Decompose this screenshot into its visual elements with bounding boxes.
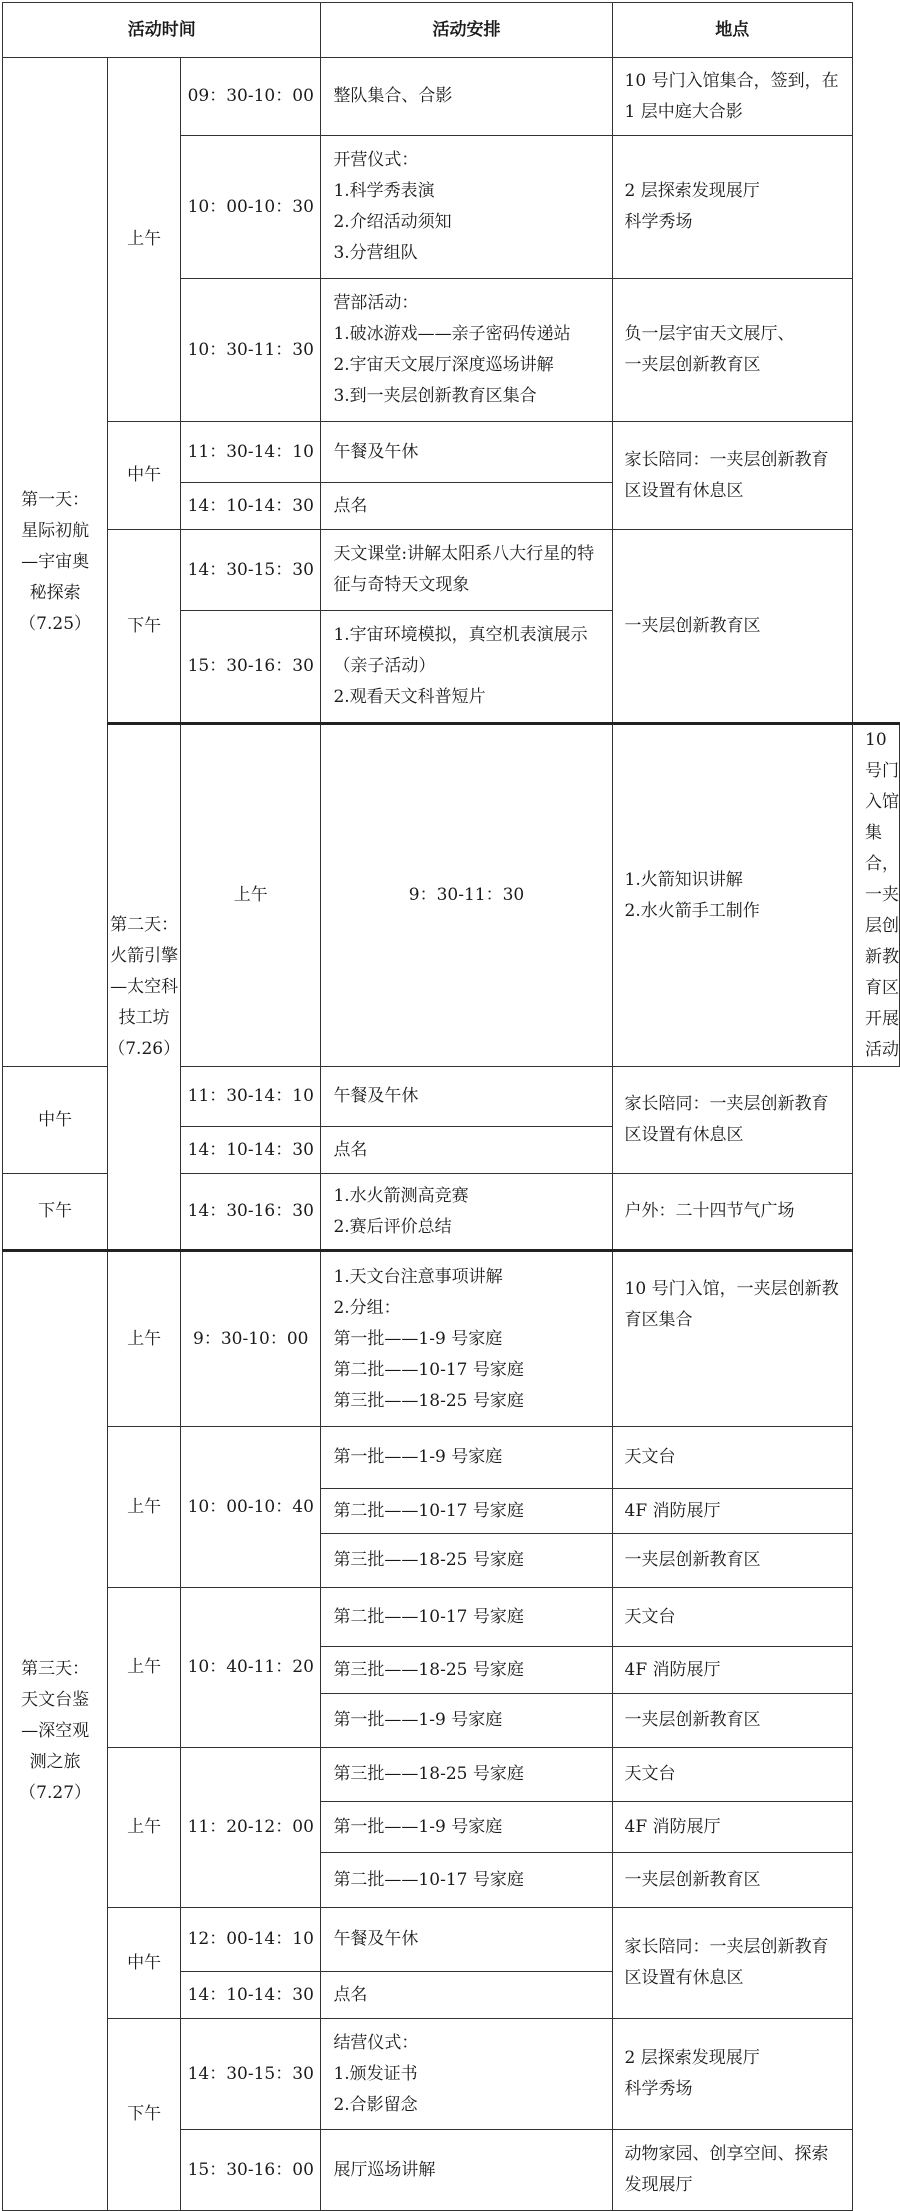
location-cell: 一夹层创新教育区: [612, 530, 852, 724]
time-cell: 10：00-10：30: [181, 136, 321, 279]
activity-cell: 点名: [321, 483, 612, 530]
header-location: 地点: [612, 3, 852, 58]
table-row: [3, 1427, 900, 1489]
location-cell: 4F 消防展厅: [612, 1647, 852, 1694]
activity-cell: 午餐及午休: [321, 1067, 612, 1127]
activity-cell: 午餐及午休: [321, 422, 612, 483]
time-cell: 11：30-14：10: [181, 1067, 321, 1127]
period-cell: 上午: [108, 1588, 181, 1748]
location-cell: 4F 消防展厅: [612, 1802, 852, 1853]
day-cell: 第一天： 星际初航 —宇宙奥 秘探索 （7.25）: [3, 58, 108, 1067]
table-row: [3, 1908, 900, 1972]
table-row: [3, 2019, 900, 2130]
activity-cell: 第二批——10-17 号家庭: [321, 1489, 612, 1534]
location-cell: 一夹层创新教育区: [612, 1534, 852, 1588]
activity-cell: 1.天文台注意事项讲解 2.分组： 第一批——1-9 号家庭 第二批——10-17 号家庭 第三批——18-25 号家庭: [321, 1251, 612, 1427]
day-cell: 第二天： 火箭引擎 —太空科 技工坊 （7.26）: [108, 724, 181, 1251]
time-cell: 10：40-11：20: [181, 1588, 321, 1748]
period-cell: 下午: [108, 2019, 181, 2211]
schedule-table: [2, 2, 900, 2211]
location-cell: 天文台: [612, 1588, 852, 1647]
location-cell: 10 号门入馆集合， 一夹层创新教育区开展活动: [853, 724, 900, 1067]
activity-cell: 第二批——10-17 号家庭: [321, 1853, 612, 1908]
table-row: [3, 58, 900, 136]
activity-cell: 第三批——18-25 号家庭: [321, 1534, 612, 1588]
table-row: [3, 724, 900, 1067]
time-cell: 14：10-14：30: [181, 1972, 321, 2019]
time-cell: 09：30-10：00: [181, 58, 321, 136]
location-cell: 户外：二十四节气广场: [612, 1174, 852, 1251]
time-cell: 11：20-12：00: [181, 1748, 321, 1908]
period-cell: 中午: [3, 1067, 108, 1174]
period-cell: 中午: [108, 422, 181, 530]
period-cell: 上午: [108, 58, 181, 422]
activity-cell: 午餐及午休: [321, 1908, 612, 1972]
location-cell: 家长陪同：一夹层创新教育 区设置有休息区: [612, 1067, 852, 1174]
activity-cell: 开营仪式： 1.科学秀表演 2.介绍活动须知 3.分营组队: [321, 136, 612, 279]
location-cell: 动物家园、创享空间、探索 发现展厅: [612, 2130, 852, 2211]
activity-cell: 1.宇宙环境模拟，真空机表演展示 （亲子活动） 2.观看天文科普短片: [321, 611, 612, 724]
period-cell: 上午: [108, 1427, 181, 1588]
activity-cell: 第一批——1-9 号家庭: [321, 1694, 612, 1748]
period-cell: 中午: [108, 1908, 181, 2019]
location-cell: 一夹层创新教育区: [612, 1694, 852, 1748]
period-cell: 下午: [108, 530, 181, 724]
activity-cell: 整队集合、合影: [321, 58, 612, 136]
activity-cell: 第一批——1-9 号家庭: [321, 1802, 612, 1853]
activity-cell: 第二批——10-17 号家庭: [321, 1588, 612, 1647]
activity-cell: 营部活动： 1.破冰游戏——亲子密码传递站 2.宇宙天文展厅深度巡场讲解 3.到一夹层创新教育区集合: [321, 279, 612, 422]
location-cell: 10 号门入馆，一夹层创新教 育区集合: [612, 1251, 852, 1427]
time-cell: 14：30-15：30: [181, 530, 321, 611]
time-cell: 9：30-10：00: [181, 1251, 321, 1427]
location-cell: 家长陪同：一夹层创新教育 区设置有休息区: [612, 1908, 852, 2019]
period-cell: 上午: [108, 1251, 181, 1427]
header-row: [3, 3, 900, 58]
period-cell: 上午: [108, 1748, 181, 1908]
location-cell: 2 层探索发现展厅 科学秀场: [612, 2019, 852, 2130]
time-cell: 12：00-14：10: [181, 1908, 321, 1972]
time-cell: 14：30-16：30: [181, 1174, 321, 1251]
location-cell: 10 号门入馆集合，签到，在 1 层中庭大合影: [612, 58, 852, 136]
activity-cell: 第三批——18-25 号家庭: [321, 1748, 612, 1802]
time-cell: 14：10-14：30: [181, 1127, 321, 1174]
location-cell: 天文台: [612, 1748, 852, 1802]
location-cell: 天文台: [612, 1427, 852, 1489]
activity-cell: 第三批——18-25 号家庭: [321, 1647, 612, 1694]
location-cell: 一夹层创新教育区: [612, 1853, 852, 1908]
location-cell: 2 层探索发现展厅 科学秀场: [612, 136, 852, 279]
activity-cell: 结营仪式： 1.颁发证书 2.合影留念: [321, 2019, 612, 2130]
time-cell: 10：30-11：30: [181, 279, 321, 422]
time-cell: 9：30-11：30: [321, 724, 612, 1067]
period-cell: 下午: [3, 1174, 108, 1251]
activity-cell: 天文课堂:讲解太阳系八大行星的特 征与奇特天文现象: [321, 530, 612, 611]
time-cell: 11：30-14：10: [181, 422, 321, 483]
activity-cell: 点名: [321, 1972, 612, 2019]
table-row: [3, 1588, 900, 1647]
table-row: [3, 1748, 900, 1802]
location-cell: 负一层宇宙天文展厅、 一夹层创新教育区: [612, 279, 852, 422]
time-cell: 10：00-10：40: [181, 1427, 321, 1588]
location-cell: 家长陪同：一夹层创新教育 区设置有休息区: [612, 422, 852, 530]
day-cell: 第三天： 天文台鉴 —深空观 测之旅 （7.27）: [3, 1251, 108, 2211]
time-cell: 15：30-16：00: [181, 2130, 321, 2211]
time-cell: 14：10-14：30: [181, 483, 321, 530]
activity-cell: 点名: [321, 1127, 612, 1174]
location-cell: 4F 消防展厅: [612, 1489, 852, 1534]
time-cell: 14：30-15：30: [181, 2019, 321, 2130]
table-row: [3, 530, 900, 611]
header-time: 活动时间: [3, 3, 321, 58]
activity-cell: 第一批——1-9 号家庭: [321, 1427, 612, 1489]
header-activity: 活动安排: [321, 3, 612, 58]
time-cell: 15：30-16：30: [181, 611, 321, 724]
activity-cell: 1.水火箭测高竞赛 2.赛后评价总结: [321, 1174, 612, 1251]
activity-cell: 展厅巡场讲解: [321, 2130, 612, 2211]
period-cell: 上午: [181, 724, 321, 1067]
table-row: [3, 422, 900, 483]
table-row: [3, 1251, 900, 1427]
activity-cell: 1.火箭知识讲解 2.水火箭手工制作: [612, 724, 852, 1067]
